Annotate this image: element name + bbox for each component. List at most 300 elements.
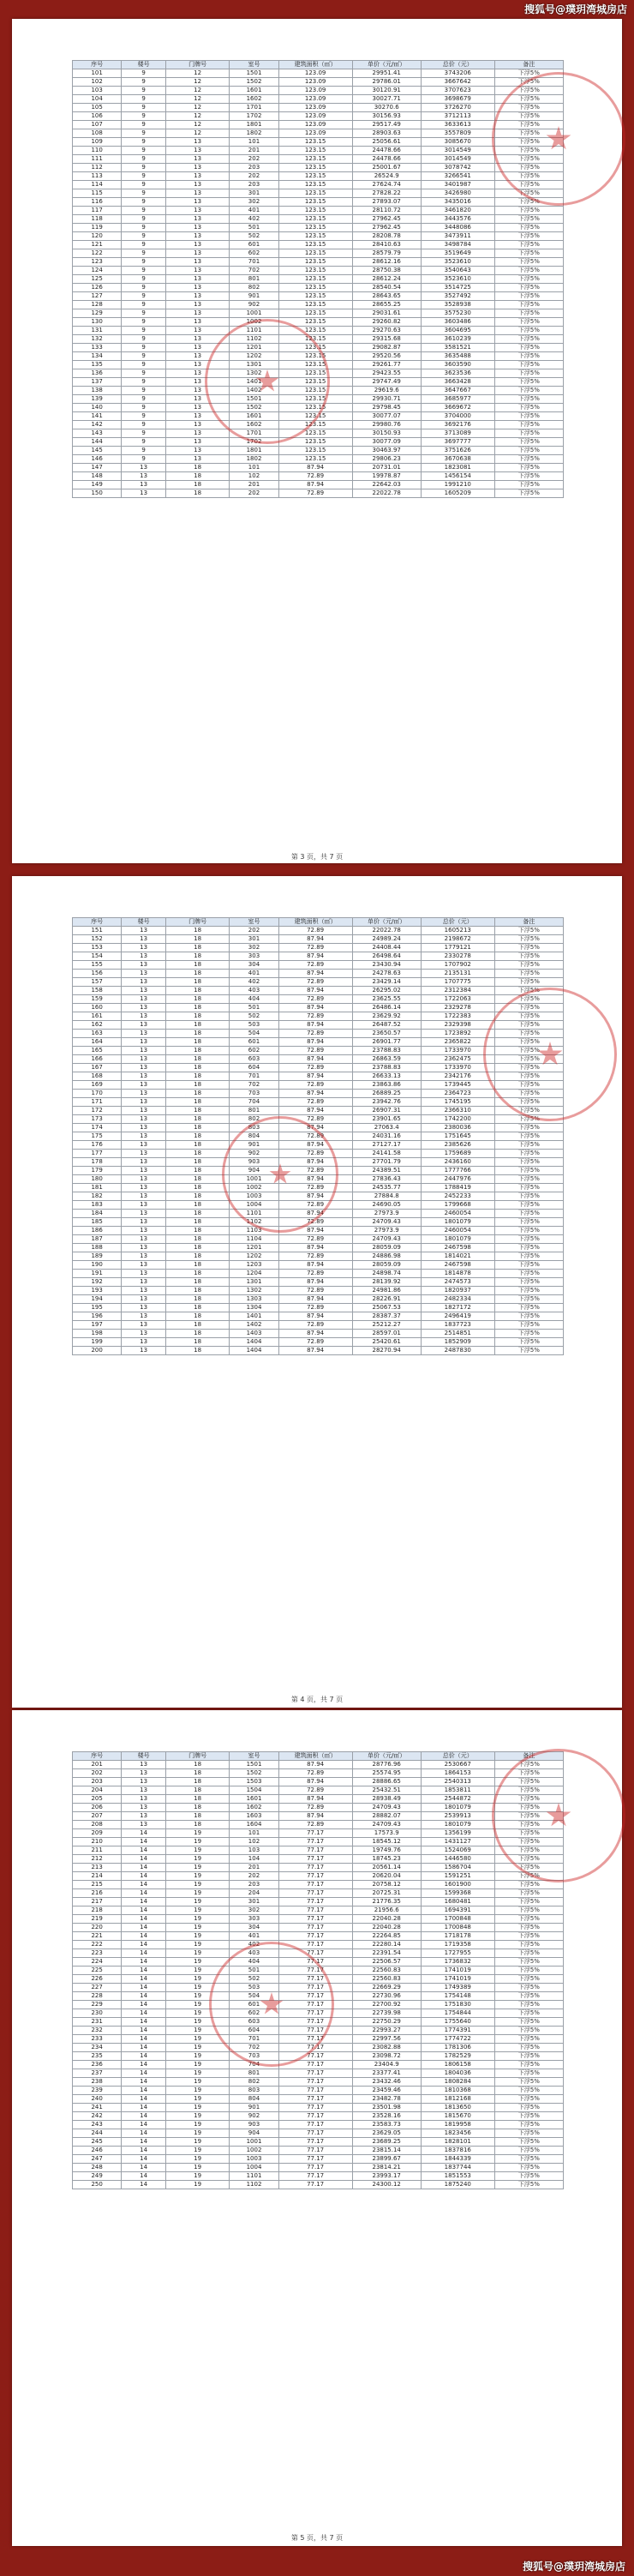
table-cell: 18 <box>165 1804 229 1812</box>
table-cell: 下浮5% <box>494 464 563 472</box>
table-cell: 1301 <box>230 1278 278 1287</box>
table-cell: 9 <box>122 327 166 335</box>
table-cell: 18 <box>165 1167 229 1175</box>
table-cell: 18 <box>165 1761 229 1769</box>
table-cell: 1602 <box>230 421 278 429</box>
table-cell: 123.15 <box>278 387 352 395</box>
table-cell: 18 <box>165 1150 229 1158</box>
table-cell: 18 <box>165 961 229 970</box>
table-cell: 18 <box>165 1795 229 1804</box>
table-row <box>73 404 564 412</box>
table-cell: 18 <box>165 1132 229 1141</box>
table-cell: 603 <box>230 1055 278 1064</box>
table-cell: 87.94 <box>278 1141 352 1150</box>
table-cell: 1806158 <box>421 2061 494 2069</box>
table-cell: 601 <box>230 2001 278 2009</box>
table-cell: 29930.71 <box>352 395 421 404</box>
table-cell: 19 <box>165 1932 229 1941</box>
column-header: 建筑面积（㎡） <box>278 918 352 927</box>
table-cell: 30463.97 <box>352 447 421 455</box>
table-cell: 24535.77 <box>352 1184 421 1192</box>
table-cell: 123.15 <box>278 275 352 284</box>
table-cell: 28208.78 <box>352 232 421 241</box>
table-cell: 下浮5% <box>494 472 563 481</box>
table-cell: 72.89 <box>278 1081 352 1090</box>
table-cell: 123.09 <box>278 95 352 104</box>
table-cell: 123.15 <box>278 327 352 335</box>
table-cell: 226 <box>73 1975 122 1984</box>
table-row <box>73 1030 564 1038</box>
table-cell: 28540.54 <box>352 284 421 292</box>
table-cell: 87.94 <box>278 1021 352 1030</box>
table-row <box>73 978 564 987</box>
table-cell: 213 <box>73 1864 122 1872</box>
table-cell: 123.09 <box>278 104 352 112</box>
table-row <box>73 1949 564 1958</box>
table-cell: 18 <box>165 1278 229 1287</box>
table-cell: 72.89 <box>278 489 352 498</box>
table-cell: 下浮5% <box>494 1252 563 1261</box>
table-cell: 13 <box>122 1227 166 1235</box>
table-cell: 下浮5% <box>494 2155 563 2164</box>
table-cell: 127 <box>73 292 122 301</box>
table-cell: 1781306 <box>421 2044 494 2052</box>
table-cell: 19 <box>165 1924 229 1932</box>
table-row <box>73 2172 564 2181</box>
table-row <box>73 1295 564 1304</box>
table-cell: 72.89 <box>278 1030 352 1038</box>
table-cell: 801 <box>230 1107 278 1115</box>
table-cell: 1702 <box>230 438 278 447</box>
table-cell: 202 <box>230 155 278 164</box>
table-cell: 25574.95 <box>352 1769 421 1778</box>
table-cell: 29798.45 <box>352 404 421 412</box>
table-cell: 下浮5% <box>494 1915 563 1924</box>
table-cell: 160 <box>73 1004 122 1012</box>
table-cell: 14 <box>122 2172 166 2181</box>
table-cell: 208 <box>73 1821 122 1829</box>
table-cell: 18 <box>165 927 229 935</box>
table-cell: 25067.53 <box>352 1304 421 1312</box>
table-cell: 1745195 <box>421 1098 494 1107</box>
table-cell: 14 <box>122 2069 166 2078</box>
table-cell: 2539913 <box>421 1812 494 1821</box>
table-row <box>73 138 564 147</box>
table-cell: 13 <box>122 1132 166 1141</box>
table-row <box>73 1064 564 1072</box>
table-cell: 19 <box>165 2172 229 2181</box>
table-cell: 18 <box>165 1192 229 1201</box>
table-row <box>73 429 564 438</box>
table-row <box>73 112 564 121</box>
document-page-3 <box>12 19 622 863</box>
table-cell: 1602 <box>230 1804 278 1812</box>
table-header-row <box>73 918 564 927</box>
table-cell: 29980.76 <box>352 421 421 429</box>
table-cell: 77.17 <box>278 1984 352 1992</box>
table-row <box>73 412 564 421</box>
table-row <box>73 172 564 181</box>
table-cell: 20758.12 <box>352 1881 421 1889</box>
table-cell: 1751830 <box>421 2001 494 2009</box>
table-cell: 2364723 <box>421 1090 494 1098</box>
table-cell: 18 <box>165 489 229 498</box>
table-cell: 13 <box>122 1321 166 1330</box>
table-cell: 1801079 <box>421 1235 494 1244</box>
column-header: 备注 <box>494 918 563 927</box>
table-cell: 1680481 <box>421 1898 494 1906</box>
table-row <box>73 2087 564 2095</box>
table-cell: 29806.23 <box>352 455 421 464</box>
table-cell: 1741019 <box>421 1975 494 1984</box>
table-cell: 9 <box>122 378 166 387</box>
table-cell: 29619.6 <box>352 387 421 395</box>
table-cell: 105 <box>73 104 122 112</box>
table-cell: 1204 <box>230 1270 278 1278</box>
table-cell: 13 <box>122 935 166 944</box>
table-cell: 149 <box>73 481 122 489</box>
table-cell: 1503 <box>230 1778 278 1786</box>
table-cell: 13 <box>165 147 229 155</box>
table-cell: 1002 <box>230 1184 278 1192</box>
table-cell: 194 <box>73 1295 122 1304</box>
table-cell: 1501 <box>230 395 278 404</box>
table-cell: 20725.31 <box>352 1889 421 1898</box>
table-cell: 下浮5% <box>494 2078 563 2087</box>
table-cell: 13 <box>122 1778 166 1786</box>
table-cell: 198 <box>73 1330 122 1338</box>
table-cell: 3426980 <box>421 189 494 198</box>
table-cell: 123.15 <box>278 181 352 189</box>
table-cell: 18 <box>165 1055 229 1064</box>
table-cell: 13 <box>165 189 229 198</box>
table-cell: 18 <box>165 1261 229 1270</box>
table-cell: 202 <box>230 489 278 498</box>
table-cell: 191 <box>73 1270 122 1278</box>
table-cell: 13 <box>122 1167 166 1175</box>
table-cell: 22750.29 <box>352 2018 421 2027</box>
table-row <box>73 198 564 207</box>
table-cell: 222 <box>73 1941 122 1949</box>
table-cell: 304 <box>230 961 278 970</box>
table-cell: 13 <box>122 1150 166 1158</box>
table-cell: 9 <box>122 404 166 412</box>
table-cell: 13 <box>165 198 229 207</box>
table-row <box>73 181 564 189</box>
table-cell: 1501 <box>230 69 278 78</box>
table-cell: 19 <box>165 1898 229 1906</box>
table-cell: 77.17 <box>278 2164 352 2172</box>
table-row <box>73 1330 564 1338</box>
table-row <box>73 335 564 344</box>
table-row <box>73 995 564 1004</box>
table-cell: 1004 <box>230 2164 278 2172</box>
table-cell: 3473911 <box>421 232 494 241</box>
table-cell: 下浮5% <box>494 327 563 335</box>
table-row <box>73 1864 564 1872</box>
table-cell: 1819958 <box>421 2121 494 2129</box>
table-cell: 203 <box>73 1778 122 1786</box>
table-cell: 87.94 <box>278 1347 352 1355</box>
table-cell: 3435016 <box>421 198 494 207</box>
table-cell: 下浮5% <box>494 1030 563 1038</box>
table-cell: 146 <box>73 455 122 464</box>
table-cell: 77.17 <box>278 2138 352 2147</box>
table-cell: 14 <box>122 1838 166 1846</box>
table-cell: 下浮5% <box>494 2052 563 2061</box>
table-cell: 9 <box>122 155 166 164</box>
table-cell: 下浮5% <box>494 95 563 104</box>
table-cell: 77.17 <box>278 1975 352 1984</box>
table-cell: 18 <box>165 1769 229 1778</box>
table-cell: 下浮5% <box>494 1778 563 1786</box>
table-row <box>73 121 564 129</box>
table-cell: 下浮5% <box>494 995 563 1004</box>
table-cell: 19 <box>165 2087 229 2095</box>
table-cell: 28903.63 <box>352 129 421 138</box>
table-cell: 26487.52 <box>352 1021 421 1030</box>
table-cell: 501 <box>230 224 278 232</box>
table-row <box>73 1778 564 1786</box>
table-cell: 1602 <box>230 95 278 104</box>
table-cell: 下浮5% <box>494 138 563 147</box>
column-header: 门牌号 <box>165 1752 229 1761</box>
column-header: 建筑面积（㎡） <box>278 1752 352 1761</box>
table-row <box>73 164 564 172</box>
table-cell: 1456154 <box>421 472 494 481</box>
table-cell: 13 <box>122 1312 166 1321</box>
table-cell: 501 <box>230 1004 278 1012</box>
table-cell: 下浮5% <box>494 378 563 387</box>
table-cell: 1733970 <box>421 1064 494 1072</box>
table-cell: 1802 <box>230 455 278 464</box>
table-cell: 123.15 <box>278 155 352 164</box>
table-cell: 9 <box>122 344 166 352</box>
table-cell: 14 <box>122 2104 166 2112</box>
table-cell: 18 <box>165 1081 229 1090</box>
table-cell: 下浮5% <box>494 2061 563 2069</box>
table-cell: 1694391 <box>421 1906 494 1915</box>
table-cell: 123.15 <box>278 189 352 198</box>
table-cell: 214 <box>73 1872 122 1881</box>
document-page-4 <box>12 876 622 1708</box>
table-cell: 下浮5% <box>494 1261 563 1270</box>
table-cell: 18 <box>165 464 229 472</box>
table-row <box>73 1124 564 1132</box>
table-cell: 下浮5% <box>494 249 563 258</box>
table-cell: 13 <box>165 412 229 421</box>
table-cell: 2452233 <box>421 1192 494 1201</box>
table-cell: 242 <box>73 2112 122 2121</box>
table-row <box>73 2009 564 2018</box>
table-cell: 181 <box>73 1184 122 1192</box>
table-cell: 216 <box>73 1889 122 1898</box>
table-cell: 13 <box>122 1821 166 1829</box>
table-cell: 23098.72 <box>352 2052 421 2061</box>
table-cell: 27127.17 <box>352 1141 421 1150</box>
table-cell: 下浮5% <box>494 112 563 121</box>
table-cell: 2460054 <box>421 1210 494 1218</box>
table-cell: 72.89 <box>278 978 352 987</box>
table-cell: 下浮5% <box>494 1227 563 1235</box>
table-cell: 18745.23 <box>352 1855 421 1864</box>
table-cell: 13 <box>122 1004 166 1012</box>
table-cell: 下浮5% <box>494 2181 563 2189</box>
table-cell: 602 <box>230 1047 278 1055</box>
table-cell: 3604695 <box>421 327 494 335</box>
table-row <box>73 387 564 395</box>
table-cell: 29786.01 <box>352 78 421 87</box>
table-cell: 29520.56 <box>352 352 421 361</box>
table-cell: 下浮5% <box>494 1769 563 1778</box>
table-cell: 3685977 <box>421 395 494 404</box>
table-row <box>73 87 564 95</box>
table-row <box>73 267 564 275</box>
table-cell: 504 <box>230 1992 278 2001</box>
table-row <box>73 961 564 970</box>
table-cell: 77.17 <box>278 2001 352 2009</box>
table-cell: 302 <box>230 198 278 207</box>
table-cell: 18 <box>165 1218 229 1227</box>
table-cell: 404 <box>230 1958 278 1967</box>
table-cell: 3575230 <box>421 309 494 318</box>
table-cell: 9 <box>122 455 166 464</box>
table-cell: 2365822 <box>421 1038 494 1047</box>
table-cell: 13 <box>122 1038 166 1047</box>
table-cell: 下浮5% <box>494 2001 563 2009</box>
table-cell: 13 <box>122 970 166 978</box>
table-cell: 3523610 <box>421 275 494 284</box>
table-cell: 123.15 <box>278 215 352 224</box>
table-row <box>73 104 564 112</box>
table-cell: 13 <box>165 301 229 309</box>
table-cell: 下浮5% <box>494 1855 563 1864</box>
table-cell: 103 <box>73 87 122 95</box>
table-cell: 241 <box>73 2104 122 2112</box>
table-cell: 28139.92 <box>352 1278 421 1287</box>
table-row <box>73 1906 564 1915</box>
table-cell: 1101 <box>230 1210 278 1218</box>
table-cell: 27973.9 <box>352 1227 421 1235</box>
table-cell: 1601900 <box>421 1881 494 1889</box>
table-cell: 1700848 <box>421 1924 494 1932</box>
table-row <box>73 1872 564 1881</box>
table-cell: 下浮5% <box>494 1941 563 1949</box>
table-cell: 3540643 <box>421 267 494 275</box>
table-cell: 171 <box>73 1098 122 1107</box>
table-cell: 167 <box>73 1064 122 1072</box>
table-cell: 134 <box>73 352 122 361</box>
table-cell: 169 <box>73 1081 122 1090</box>
table-cell: 下浮5% <box>494 1201 563 1210</box>
table-cell: 77.17 <box>278 2069 352 2078</box>
table-cell: 801 <box>230 275 278 284</box>
table-row <box>73 2044 564 2052</box>
table-row <box>73 327 564 335</box>
table-cell: 140 <box>73 404 122 412</box>
table-cell: 123.15 <box>278 241 352 249</box>
table-cell: 19 <box>165 2027 229 2035</box>
table-cell: 29423.55 <box>352 369 421 378</box>
table-cell: 401 <box>230 1932 278 1941</box>
table-cell: 87.94 <box>278 1795 352 1804</box>
table-cell: 3633613 <box>421 121 494 129</box>
table-cell: 225 <box>73 1967 122 1975</box>
table-cell: 下浮5% <box>494 155 563 164</box>
table-cell: 13 <box>165 309 229 318</box>
table-cell: 2366310 <box>421 1107 494 1115</box>
table-cell: 804 <box>230 1132 278 1141</box>
table-cell: 下浮5% <box>494 944 563 952</box>
table-cell: 404 <box>230 995 278 1004</box>
table-cell: 9 <box>122 387 166 395</box>
table-cell: 12 <box>165 87 229 95</box>
table-cell: 151 <box>73 927 122 935</box>
table-cell: 1001 <box>230 309 278 318</box>
table-cell: 28226.91 <box>352 1295 421 1304</box>
table-cell: 303 <box>230 952 278 961</box>
table-cell: 215 <box>73 1881 122 1889</box>
table-cell: 1779121 <box>421 944 494 952</box>
table-cell: 1802 <box>230 129 278 138</box>
table-cell: 77.17 <box>278 1915 352 1924</box>
table-cell: 9 <box>122 421 166 429</box>
table-cell: 下浮5% <box>494 1175 563 1184</box>
table-cell: 9 <box>122 121 166 129</box>
table-cell: 87.94 <box>278 1295 352 1304</box>
table-cell: 236 <box>73 2061 122 2069</box>
table-cell: 602 <box>230 2009 278 2018</box>
table-cell: 18 <box>165 1287 229 1295</box>
table-cell: 14 <box>122 1864 166 1872</box>
table-cell: 下浮5% <box>494 2069 563 2078</box>
table-cell: 2467598 <box>421 1244 494 1252</box>
table-cell: 1827172 <box>421 1304 494 1312</box>
table-cell: 24300.12 <box>352 2181 421 2189</box>
table-cell: 13 <box>165 284 229 292</box>
watermark-bottom: 搜狐号@璞玥湾城房店 <box>522 2561 625 2573</box>
table-row <box>73 249 564 258</box>
table-cell: 2474573 <box>421 1278 494 1287</box>
table-row <box>73 232 564 241</box>
table-cell: 901 <box>230 292 278 301</box>
table-cell: 下浮5% <box>494 1124 563 1132</box>
table-cell: 下浮5% <box>494 481 563 489</box>
table-cell: 9 <box>122 129 166 138</box>
table-cell: 2312384 <box>421 987 494 995</box>
table-cell: 下浮5% <box>494 2164 563 2172</box>
table-cell: 3713089 <box>421 429 494 438</box>
table-row <box>73 2095 564 2104</box>
table-row <box>73 1967 564 1975</box>
table-cell: 9 <box>122 292 166 301</box>
table-cell: 13 <box>122 987 166 995</box>
table-cell: 18 <box>165 1115 229 1124</box>
table-cell: 下浮5% <box>494 1064 563 1072</box>
table-cell: 25212.27 <box>352 1321 421 1330</box>
table-row <box>73 1881 564 1889</box>
table-cell: 13 <box>165 275 229 284</box>
table-cell: 下浮5% <box>494 2104 563 2112</box>
table-cell: 14 <box>122 2112 166 2121</box>
table-row <box>73 224 564 232</box>
table-cell: 下浮5% <box>494 2121 563 2129</box>
table-cell: 123.15 <box>278 164 352 172</box>
table-cell: 120 <box>73 232 122 241</box>
table-cell: 18 <box>165 995 229 1004</box>
table-cell: 13 <box>122 1287 166 1295</box>
table-cell: 14 <box>122 1846 166 1855</box>
